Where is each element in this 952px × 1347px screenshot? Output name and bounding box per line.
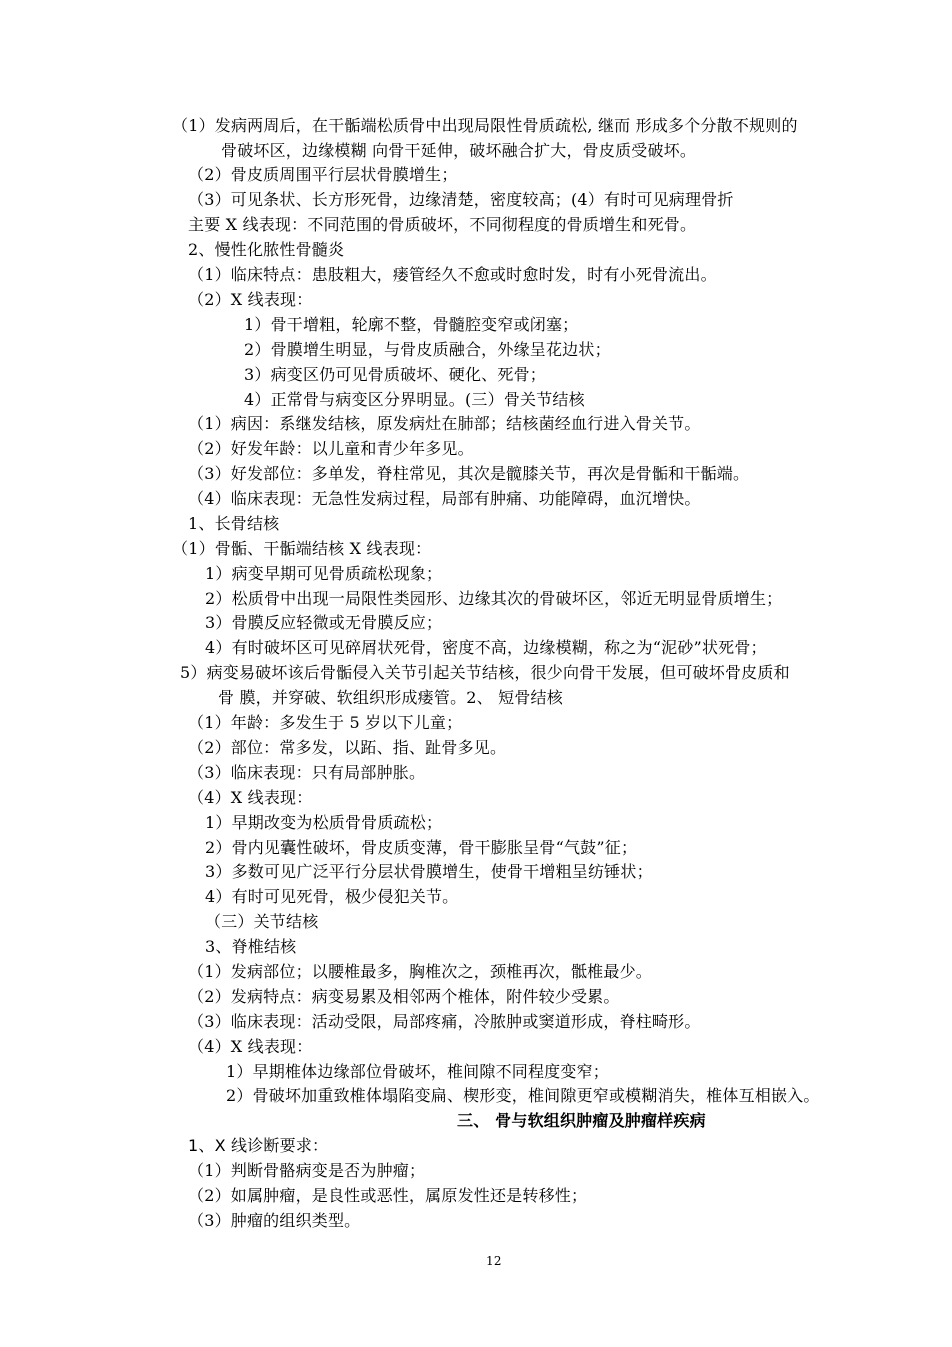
text-line: （2）X 线表现： — [188, 290, 313, 309]
text-line: 4）有时破坏区可见碎屑状死骨，密度不高，边缘模糊，称之为“泥砂”状死骨； — [205, 638, 767, 657]
text-line: （2）骨皮质周围平行层状骨膜增生； — [188, 165, 458, 184]
text-line: 主要 X 线表现：不同范围的骨质破坏，不同彻程度的骨质增生和死骨。 — [188, 215, 697, 234]
text-line: 4）正常骨与病变区分界明显。(三）骨关节结核 — [244, 390, 585, 409]
text-line: （3）临床表现：活动受限，局部疼痛，冷脓肿或窦道形成，脊柱畸形。 — [188, 1012, 701, 1031]
text-line: （1）年龄：多发生于 5 岁以下儿童； — [188, 713, 463, 732]
text-line: （2）部位：常多发，以跖、指、趾骨多见。 — [188, 738, 507, 757]
text-line: （4）临床表现：无急性发病过程，局部有肿痛、功能障碍，血沉增快。 — [188, 489, 701, 508]
text-line: 3）骨膜反应轻微或无骨膜反应； — [205, 613, 443, 632]
text-line: （1）发病部位；以腰椎最多，胸椎次之，颈椎再次，骶椎最少。 — [188, 962, 652, 981]
text-line: 2）骨内见囊性破坏，骨皮质变薄，骨干膨胀呈骨“气鼓”征； — [205, 838, 638, 857]
text-line: 2）骨膜增生明显，与骨皮质融合，外缘呈花边状； — [244, 340, 611, 359]
text-line: 5）病变易破坏该后骨骺侵入关节引起关节结核，很少向骨干发展，但可破坏骨皮质和 — [180, 663, 790, 682]
text-line: 1）病变早期可见骨质疏松现象； — [205, 564, 443, 583]
text-line: （1）临床特点：患肢粗大，瘘管经久不愈或时愈时发，时有小死骨流出。 — [188, 265, 717, 284]
text-line: （3）临床表现：只有局部肿胀。 — [188, 763, 426, 782]
text-line: （4）X 线表现： — [188, 788, 313, 807]
section-heading: 三、 骨与软组织肿瘤及肿瘤样疾病 — [457, 1111, 706, 1130]
text-line: 1）骨干增粗，轮廓不整，骨髓腔变窄或闭塞； — [244, 315, 579, 334]
text-line: （3）肿瘤的组织类型。 — [188, 1211, 361, 1230]
text-line: （4）X 线表现： — [188, 1037, 313, 1056]
text-line: （1）判断骨骼病变是否为肿瘤； — [188, 1161, 426, 1180]
text-line: （三）关节结核 — [205, 912, 319, 931]
text-line: （2）如属肿瘤，是良性或恶性，属原发性还是转移性； — [188, 1186, 588, 1205]
text-line: 3）病变区仍可见骨质破坏、硬化、死骨； — [244, 365, 546, 384]
text-line: 3）多数可见广泛平行分层状骨膜增生，使骨干增粗呈纺锤状； — [205, 862, 653, 881]
text-line: 1）早期改变为松质骨骨质疏松； — [205, 813, 443, 832]
page-number: 12 — [486, 1254, 502, 1268]
text-line: 1、X 线诊断要求： — [188, 1136, 329, 1155]
text-line: （1）骨骺、干骺端结核 X 线表现： — [172, 539, 432, 558]
text-line: （1）病因：系继发结核，原发病灶在肺部；结核菌经血行进入骨关节。 — [188, 414, 701, 433]
text-line: 2）骨破坏加重致椎体塌陷变扁、楔形变，椎间隙更窄或模糊消失，椎体互相嵌入。 — [226, 1086, 820, 1105]
text-line: （3）可见条状、长方形死骨，边缘清楚，密度较高；(4）有时可见病理骨折 — [188, 190, 734, 209]
text-line: 4）有时可见死骨，极少侵犯关节。 — [205, 887, 459, 906]
text-line: 2）松质骨中出现一局限性类园形、边缘其次的骨破坏区，邻近无明显骨质增生； — [205, 589, 783, 608]
text-line: 1）早期椎体边缘部位骨破坏，椎间隙不同程度变窄； — [226, 1062, 609, 1081]
text-line: 骨 膜，并穿破、软组织形成瘘管。2、 短骨结核 — [218, 688, 563, 707]
text-line: 2、慢性化脓性骨髓炎 — [188, 240, 345, 259]
text-line: （2）发病特点：病变易累及相邻两个椎体，附件较少受累。 — [188, 987, 620, 1006]
text-line: （3）好发部位：多单发，脊柱常见，其次是髋膝关节，再次是骨骺和干骺端。 — [188, 464, 750, 483]
text-line: 1、长骨结核 — [188, 514, 280, 533]
text-line: （1）发病两周后，在干骺端松质骨中出现局限性骨质疏松, 继而 形成多个分散不规则的 — [172, 116, 798, 135]
text-line: 骨破坏区，边缘模糊 向骨干延伸，破坏融合扩大，骨皮质受破坏。 — [221, 141, 697, 160]
text-line: 3、脊椎结核 — [205, 937, 297, 956]
text-line: （2）好发年龄：以儿童和青少年多见。 — [188, 439, 474, 458]
